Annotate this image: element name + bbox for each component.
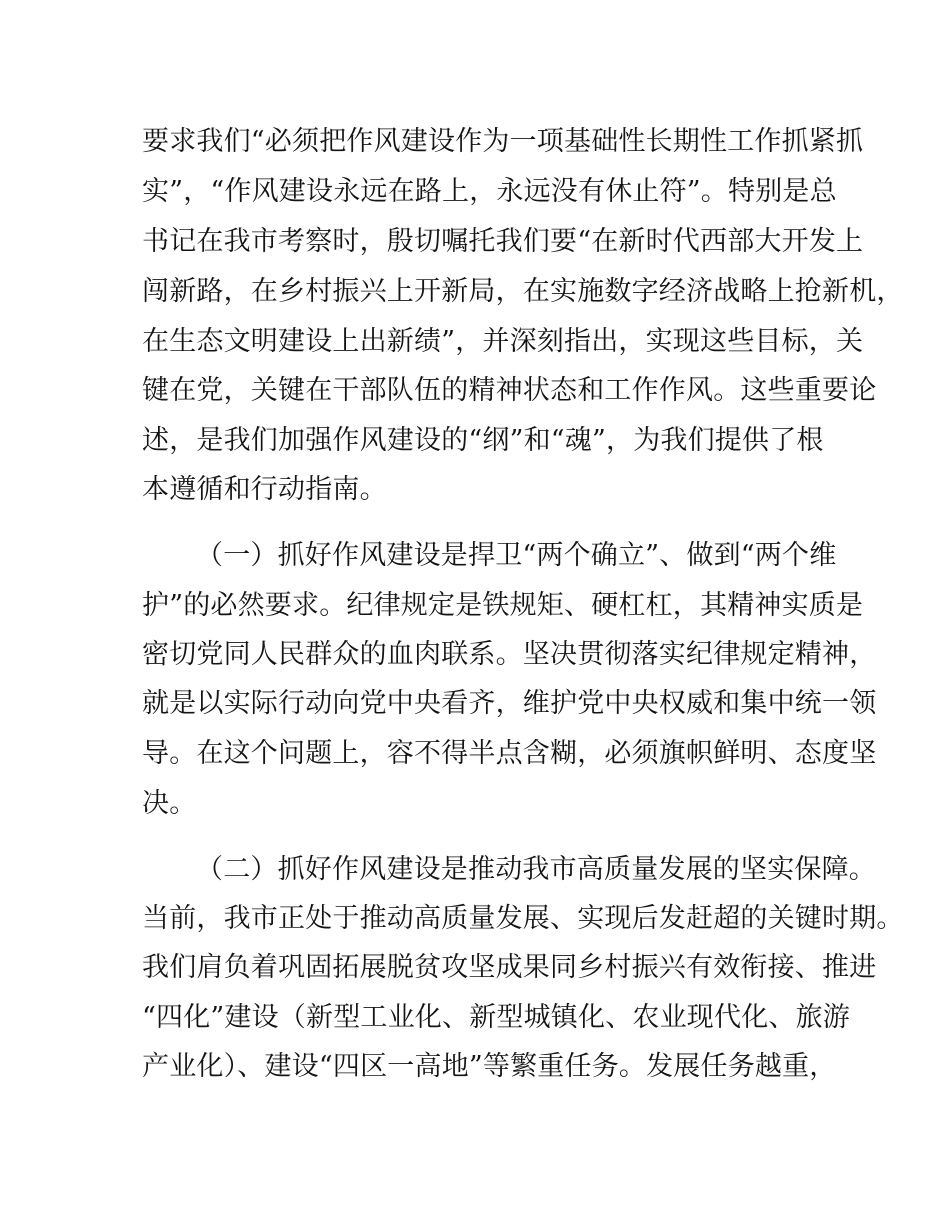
text-line: 护”的必然要求。纪律规定是铁规矩、硬杠杠，其精神实质是 [142, 590, 864, 621]
text-line: 书记在我市考察时，殷切嘱托我们要“在新时代西部大开发上 [142, 226, 864, 257]
text-line: 产业化）、建设“四区一高地”等繁重任务。发展任务越重， [142, 1051, 837, 1082]
text-line: 就是以实际行动向党中央看齐，维护党中央权威和集中统一领 [142, 688, 877, 719]
text-line: 我们肩负着巩固拓展脱贫攻坚成果同乡村振兴有效衔接、推进 [142, 952, 877, 983]
text-line: 闯新路，在乡村振兴上开新局，在实施数字经济战略上抢新机， [142, 276, 904, 307]
text-line: 密切党同人民群众的血肉联系。坚决贯彻落实纪律规定精神， [142, 639, 877, 670]
paragraph-heading-line: （一）抓好作风建设是捍卫“两个确立”、做到“两个维 [196, 540, 837, 571]
text-line: 当前，我市正处于推动高质量发展、实现后发赶超的关键时期。 [142, 903, 904, 934]
text-line: 键在党，关键在干部队伍的精神状态和工作作风。这些重要论 [142, 375, 877, 406]
text-line: 导。在这个问题上，容不得半点含糊，必须旗帜鲜明、态度坚 [142, 738, 877, 769]
text-line: 要求我们“必须把作风建设作为一项基础性长期性工作抓紧抓 [142, 126, 864, 157]
paragraph-heading-line: （二）抓好作风建设是推动我市高质量发展的坚实保障。 [196, 854, 876, 885]
text-line: 本遵循和行动指南。 [142, 474, 387, 505]
text-line: 决。 [142, 788, 197, 819]
text-line: 在生态文明建设上出新绩”，并深刻指出，实现这些目标，关 [142, 326, 864, 357]
text-line: 实”，“作风建设永远在路上，永远没有休止符”。特别是总 [142, 176, 837, 207]
text-line: 述，是我们加强作风建设的“纲”和“魂”，为我们提供了根 [142, 425, 824, 456]
text-line: “四化”建设（新型工业化、新型城镇化、农业现代化、旅游 [142, 1002, 851, 1033]
